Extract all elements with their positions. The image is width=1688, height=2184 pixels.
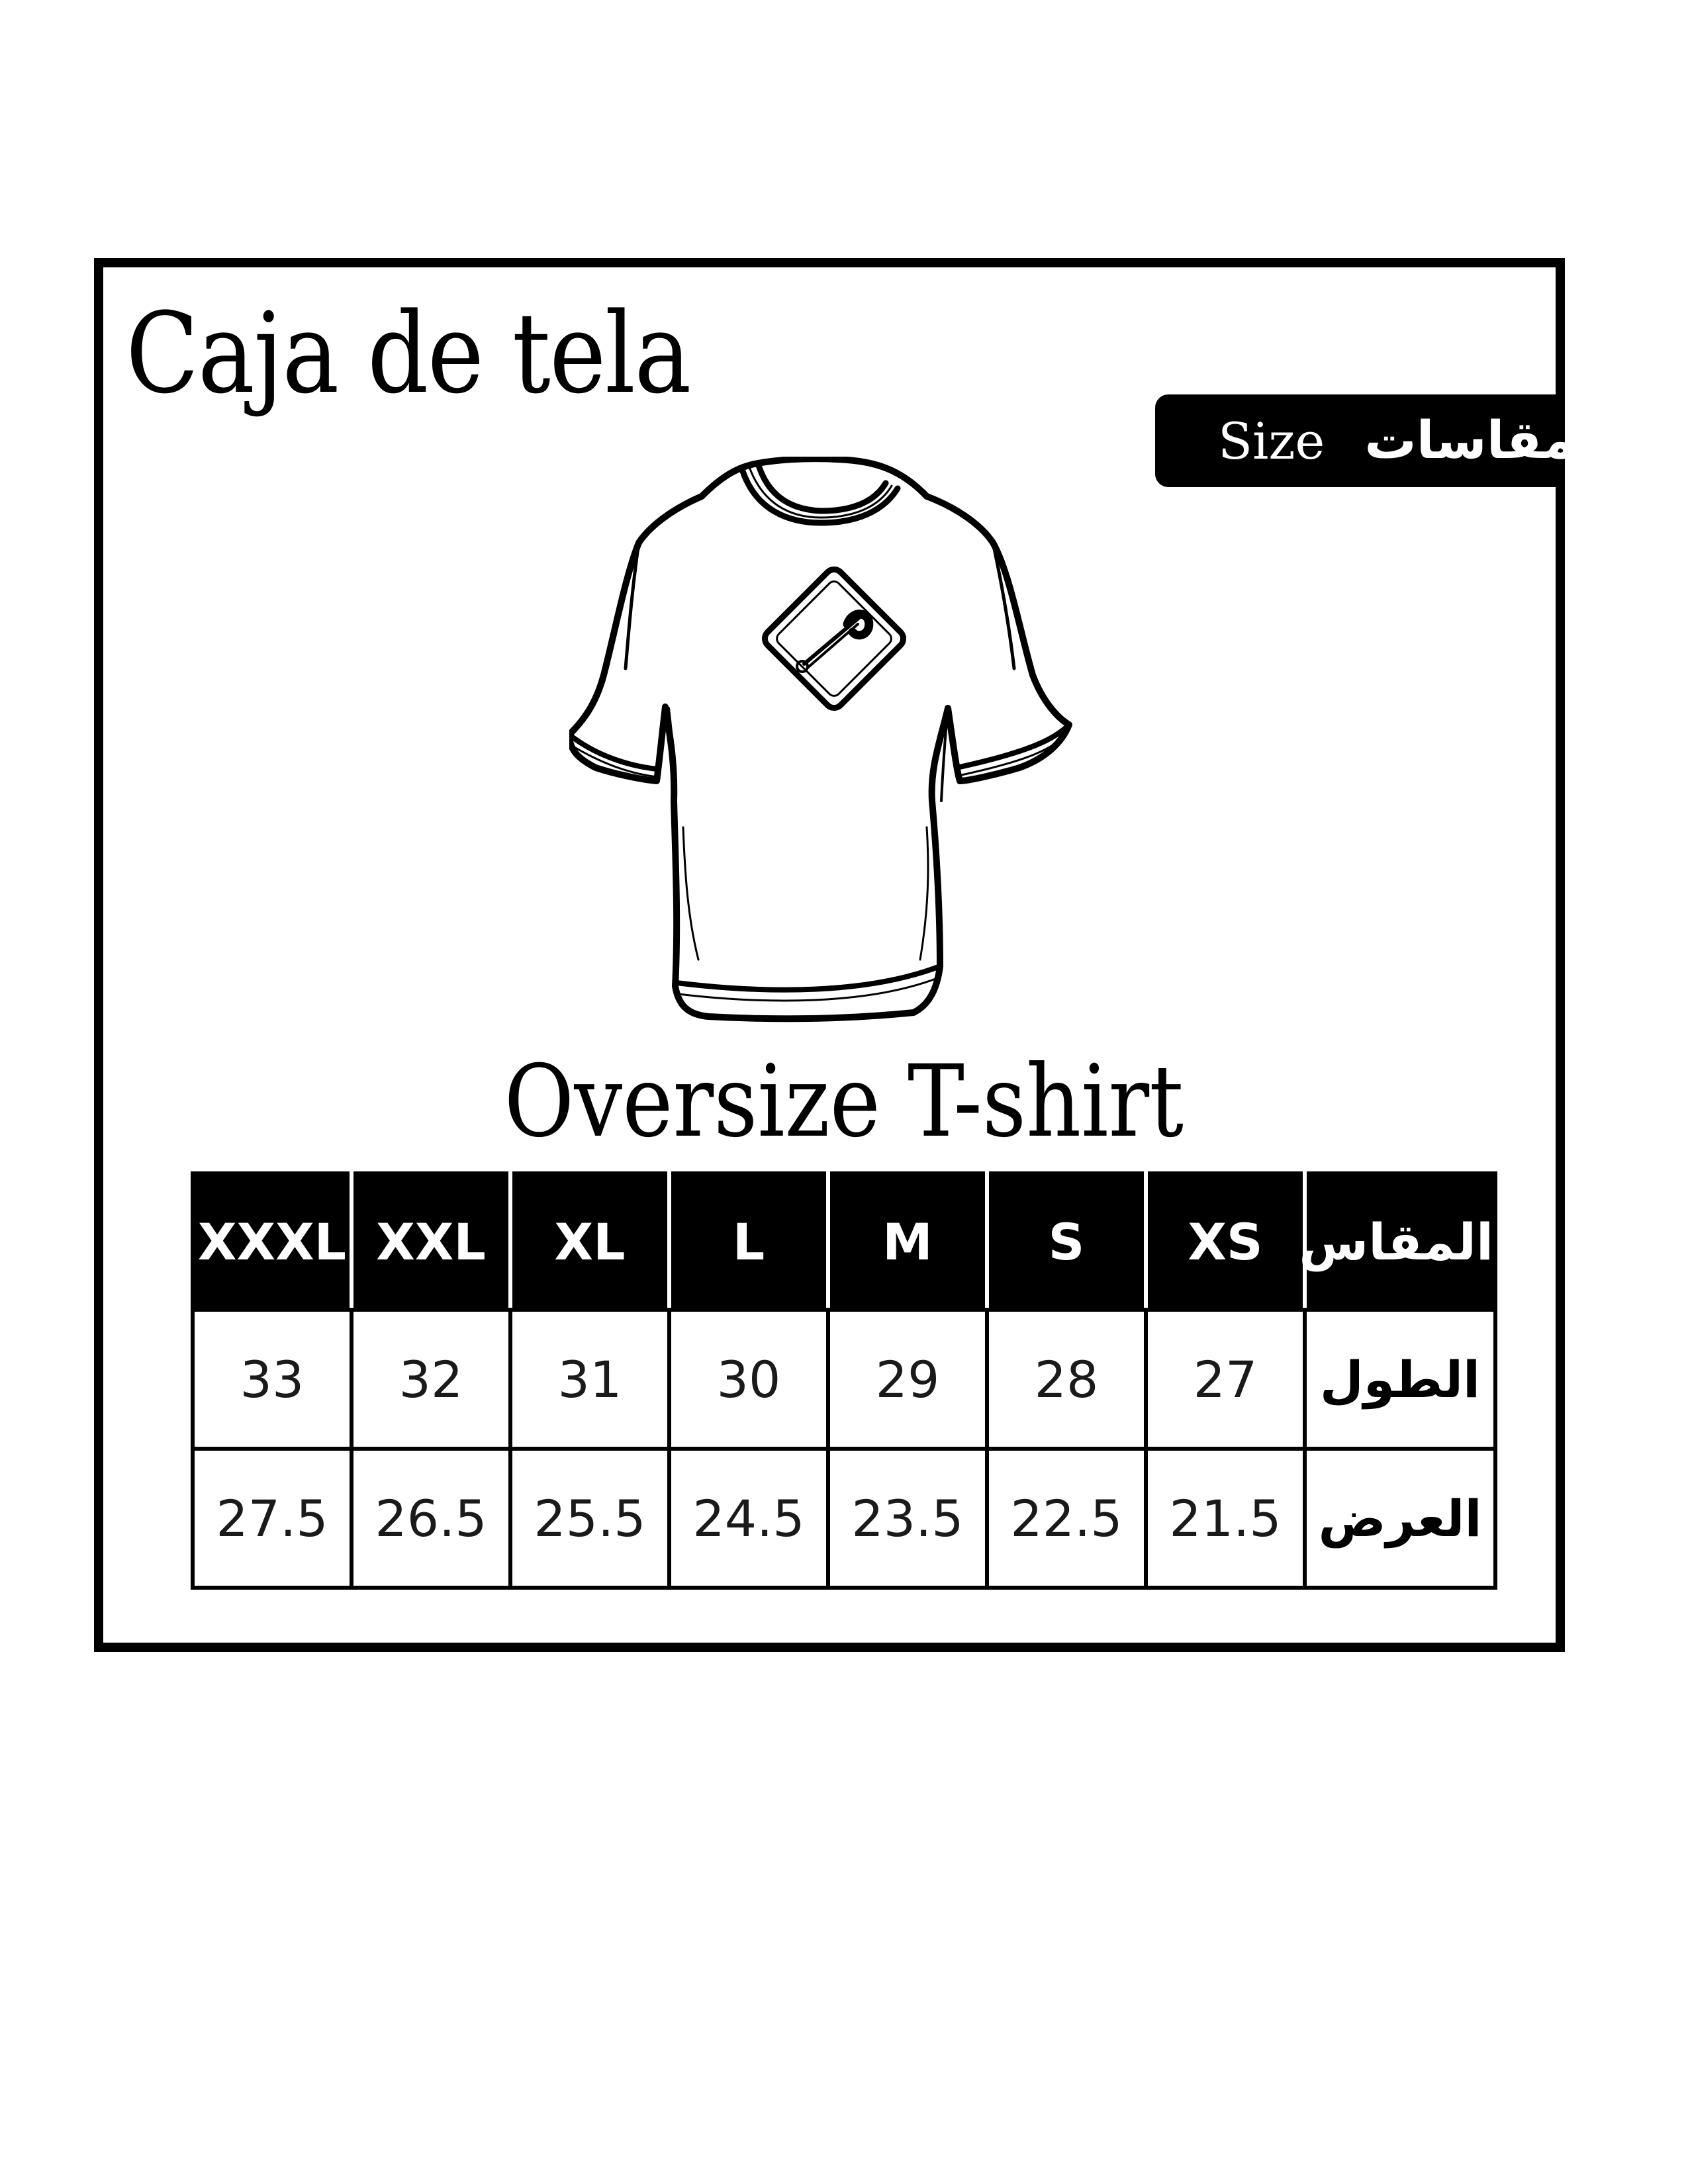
size-header-xxl: XXL bbox=[352, 1173, 510, 1310]
length-cell: 30 bbox=[669, 1310, 828, 1449]
width-cell: 24.5 bbox=[669, 1449, 828, 1588]
size-header-s: S bbox=[987, 1173, 1146, 1310]
length-cell: 31 bbox=[510, 1310, 669, 1449]
length-cell: 29 bbox=[828, 1310, 987, 1449]
width-cell: 21.5 bbox=[1146, 1449, 1305, 1588]
width-cell: 27.5 bbox=[193, 1449, 352, 1588]
table-row bbox=[193, 1449, 1495, 1588]
length-cell: 33 bbox=[193, 1310, 352, 1449]
length-cell: 32 bbox=[352, 1310, 510, 1449]
length-cell: 27 bbox=[1146, 1310, 1305, 1449]
size-tab bbox=[1155, 394, 1575, 487]
size-tab-english: Size bbox=[1218, 411, 1325, 471]
size-header-m: M bbox=[828, 1173, 987, 1310]
size-tab-arabic: مقاسات bbox=[1364, 411, 1575, 471]
width-cell: 25.5 bbox=[510, 1449, 669, 1588]
size-header-xl: XL bbox=[510, 1173, 669, 1310]
size-header-label: المقاس bbox=[1305, 1173, 1495, 1310]
size-table bbox=[191, 1171, 1497, 1590]
safety-pin-logo-icon bbox=[761, 566, 908, 712]
length-label: الطول bbox=[1305, 1310, 1495, 1449]
table-row bbox=[193, 1310, 1495, 1449]
width-cell: 23.5 bbox=[828, 1449, 987, 1588]
length-cell: 28 bbox=[987, 1310, 1146, 1449]
product-name: Oversize T-shirt bbox=[504, 1044, 1184, 1160]
size-header-xxxl: XXXL bbox=[193, 1173, 352, 1310]
size-header-xs: XS bbox=[1146, 1173, 1305, 1310]
size-header-l: L bbox=[669, 1173, 828, 1310]
brand-title: Caja de tela bbox=[126, 289, 690, 418]
width-cell: 22.5 bbox=[987, 1449, 1146, 1588]
t-shirt-illustration-icon bbox=[569, 457, 1112, 1046]
width-label: العرض bbox=[1305, 1449, 1495, 1588]
width-cell: 26.5 bbox=[352, 1449, 510, 1588]
table-header-row bbox=[193, 1173, 1495, 1310]
